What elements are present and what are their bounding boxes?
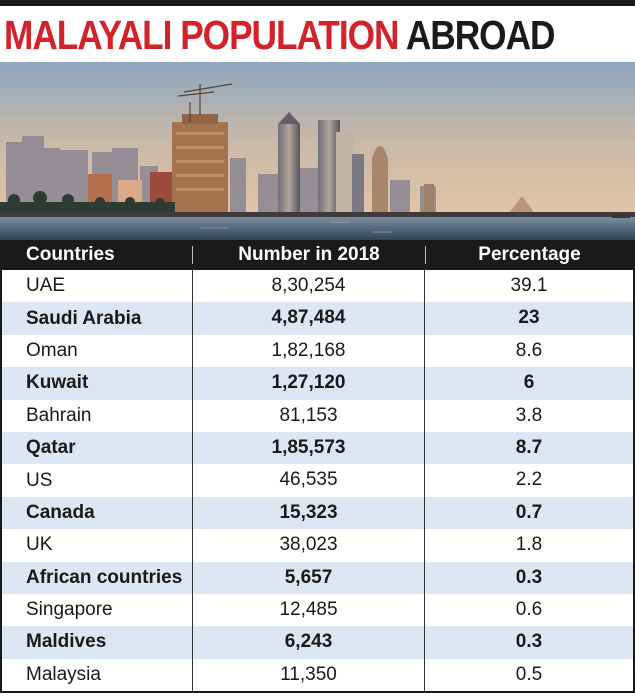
cell-number: 46,535: [192, 464, 424, 496]
cell-country: UAE: [26, 275, 66, 297]
cell-number: 1,82,168: [192, 335, 424, 367]
cell-number: 8,30,254: [192, 270, 424, 302]
cell-percentage: 0.7: [424, 497, 633, 529]
table-row: [2, 562, 633, 594]
title-black-part: ABROAD: [405, 12, 555, 58]
cell-number: 11,350: [192, 659, 424, 691]
cell-percentage: 8.6: [424, 335, 633, 367]
table-row: [2, 367, 633, 399]
cell-percentage: 0.3: [424, 562, 633, 594]
top-rule: [0, 0, 635, 6]
table-row: [2, 464, 633, 496]
cell-number: 12,485: [192, 594, 424, 626]
cell-number: 1,85,573: [192, 432, 424, 464]
cell-country: Saudi Arabia: [26, 307, 142, 329]
cell-number: 1,27,120: [192, 367, 424, 399]
table-row: [2, 626, 633, 658]
table-row: [2, 302, 633, 334]
cell-percentage: 3.8: [424, 400, 633, 432]
header-countries: Countries: [26, 244, 115, 265]
header-number: Number in 2018: [192, 246, 425, 264]
table-row: [2, 432, 633, 464]
table-header: [2, 240, 633, 270]
table-row: [2, 529, 633, 561]
table-row: [2, 270, 633, 302]
table-row: [2, 497, 633, 529]
table-body: [2, 270, 633, 691]
cell-country: Oman: [26, 339, 78, 361]
cell-country: Malaysia: [26, 663, 101, 685]
cell-country: UK: [26, 534, 53, 556]
cell-percentage: 0.5: [424, 659, 633, 691]
cell-percentage: 23: [424, 302, 633, 334]
cell-country: Maldives: [26, 631, 107, 653]
page-title: [4, 12, 554, 58]
cell-country: Kuwait: [26, 372, 89, 394]
table-row: [2, 659, 633, 691]
cell-percentage: 6: [424, 367, 633, 399]
cell-number: 5,657: [192, 562, 424, 594]
cell-percentage: 8.7: [424, 432, 633, 464]
cell-number: 38,023: [192, 529, 424, 561]
cell-country: Canada: [26, 501, 95, 523]
cell-number: 4,87,484: [192, 302, 424, 334]
table-row: [2, 335, 633, 367]
cell-number: 6,243: [192, 626, 424, 658]
table-row: [2, 594, 633, 626]
cell-percentage: 0.3: [424, 626, 633, 658]
title-red-part: MALAYALI POPULATION: [4, 12, 399, 58]
header-percentage: Percentage: [425, 246, 633, 264]
cell-country: Singapore: [26, 599, 113, 621]
cell-percentage: 2.2: [424, 464, 633, 496]
cell-number: 15,323: [192, 497, 424, 529]
cell-percentage: 39.1: [424, 270, 633, 302]
population-table: [0, 240, 635, 693]
cell-number: 81,153: [192, 400, 424, 432]
cell-percentage: 1.8: [424, 529, 633, 561]
cell-country: US: [26, 469, 53, 491]
cell-percentage: 0.6: [424, 594, 633, 626]
table-row: [2, 400, 633, 432]
cell-country: Bahrain: [26, 404, 92, 426]
cell-country: Qatar: [26, 437, 76, 459]
skyline-photo: [0, 62, 635, 240]
cell-country: African countries: [26, 566, 183, 588]
